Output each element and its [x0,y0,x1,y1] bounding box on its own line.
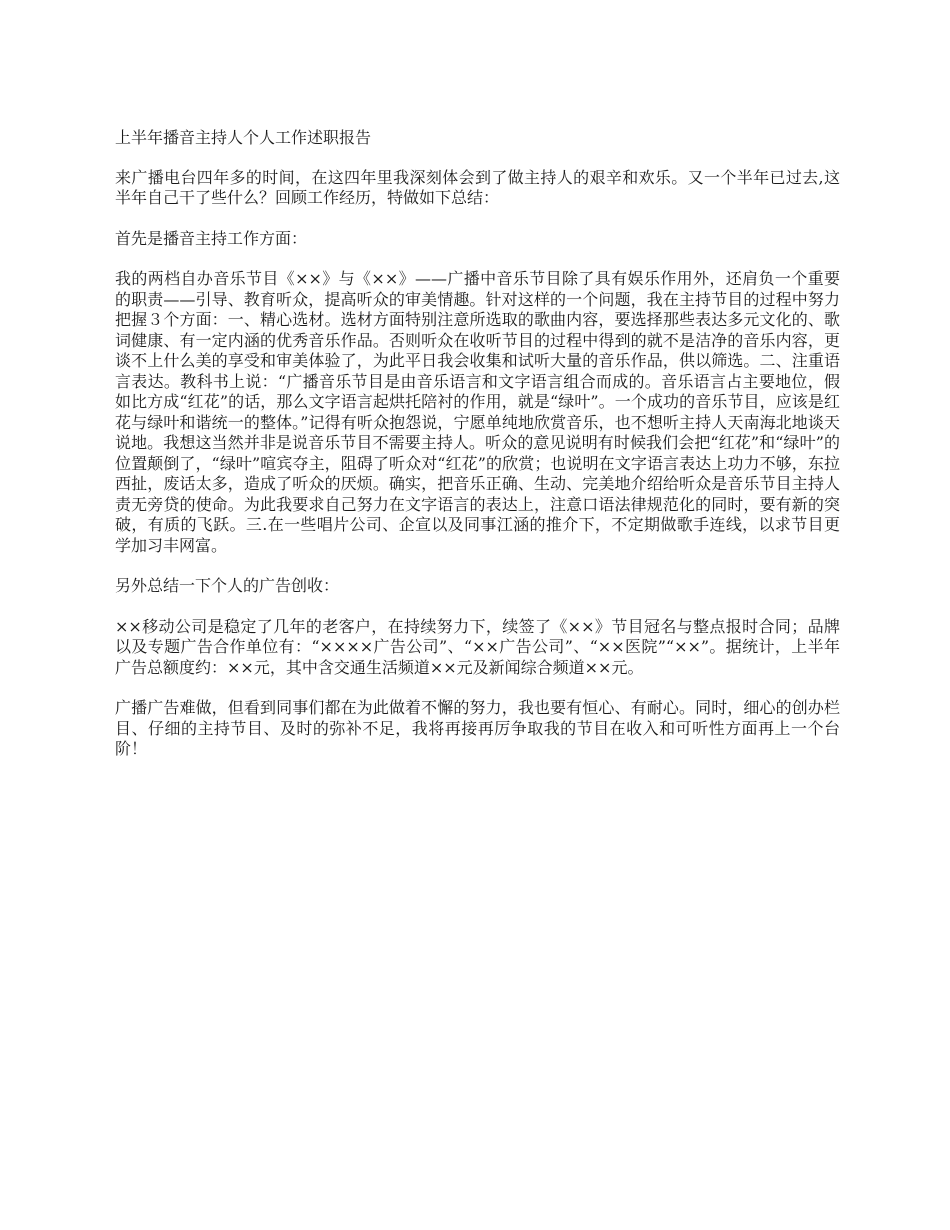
paragraph-section-advertising: 另外总结一下个人的广告创收： [115,576,340,595]
document-page [115,128,840,780]
paragraph-conclusion: 广播广告难做，但看到同事们都在为此做着不懈的努力，我也要有恒心、有耐心。同时，细心的创办栏目、仔细的主持节目、及时的弥补不足，我将再接再厉争取我的节目在收入和可听性方面再上一个台阶！ [115,698,840,758]
paragraph-intro: 来广播电台四年多的时间，在这四年里我深刻体会到了做主持人的艰辛和欢乐。又一个半年已过去,这半年自己干了些什么？回顾工作经历，特做如下总结： [115,167,840,207]
document-title: 上半年播音主持人个人工作述职报告 [115,128,372,147]
paragraph-advertising-clients: ××移动公司是稳定了几年的老客户，在持续努力下，续签了《××》节目冠名与整点报时合同；品牌以及专题广告合作单位有：“××××广告公司”、“××广告公司”、“××医院”“××”。据统计，上半年广告总额度约：××元，其中含交通生活频道××元及新闻综合频道××元。 [115,616,840,677]
paragraph-section-hosting: 首先是播音主持工作方面： [115,228,308,248]
paragraph-music-programs: 我的两档自办音乐节目《××》与《××》——广播中音乐节目除了具有娱乐作用外，还肩负一个重要的职责——引导、教育听众，提高听众的审美情趣。针对这样的一个问题，我在主持节目的过程中努力把握３个方面：一、精心选材。选材方面特别注意所选取的歌曲内容，要选择那些表达多元文化的、歌词健康、有一定内涵的优秀音乐作品。否则听众在收听节目的过程中得到的就不是洁净的音乐内容，更谈不上什么美的享受和审美体验了，为此平日我会收集和试听大量的音乐作品，供以筛选。二、注重语言表达。教科书上说：“广播音乐节目是由音乐语言和文字语言组合而成的。音乐语言占主要地位，假如比方成“红花”的话，那么文字语言起烘托陪衬的作用，就是“绿叶”。一个成功的音乐节目，应该是红花与绿叶和谐统一的整体。”记得有听众抱怨说，宁愿单纯地欣赏音乐，也不想听主持人天南海北地谈天说地。我想这当然并非是说音乐节目不需要主持人。听众的意见说明有时候我们会把“红花”和“绿叶”的位置颠倒了，“绿叶”喧宾夺主，阻碍了听众对“红花”的欣赏；也说明在文字语言表达上功力不够，东拉西扯，废话太多，造成了听众的厌烦。确实，把音乐正确、生动、完美地介绍给听众是音乐节目主持人责无旁贷的使命。为此我要求自己努力在文字语言的表达上，注意口语法律规范化的同时，要有新的突破，有质的飞跃。三.在一些唱片公司、企宣以及同事江涵的推介下，不定期做歌手连线，以求节目更学加习丰网富。 [115,269,840,555]
